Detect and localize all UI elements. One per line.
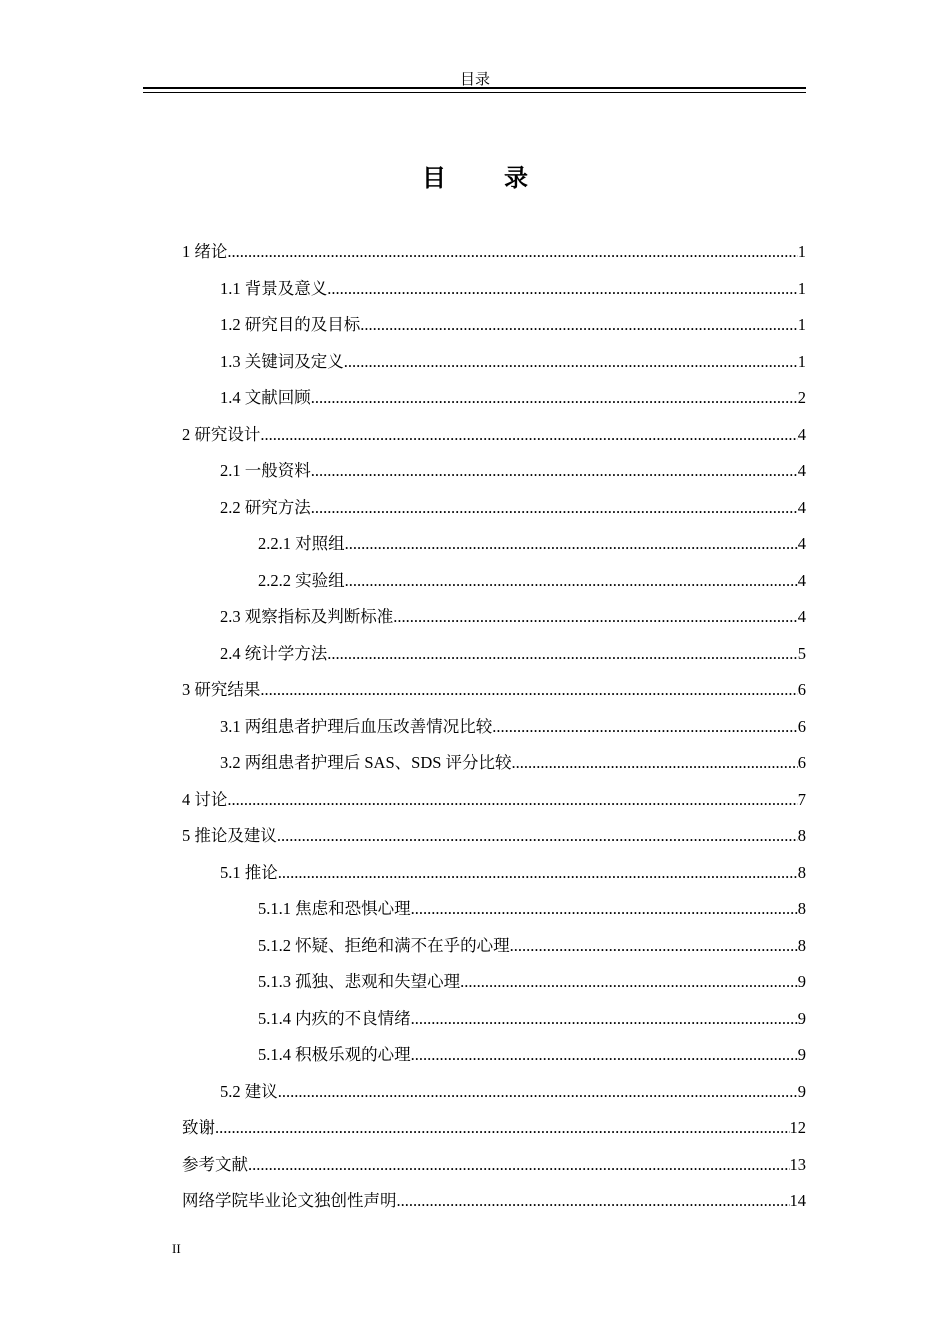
toc-entry-title: 5.1.2 怀疑、拒绝和满不在乎的心理 xyxy=(258,935,510,955)
toc-entry-page: 6 xyxy=(797,753,806,772)
toc-dot-leader xyxy=(345,563,798,600)
toc-entry-page: 5 xyxy=(797,643,806,663)
running-header: 目录 xyxy=(459,72,490,88)
toc-entry-page: 8 xyxy=(797,899,806,918)
toc-dot-leader xyxy=(248,1147,790,1184)
toc-entry[interactable] xyxy=(182,1147,806,1184)
toc-entry[interactable] xyxy=(182,636,806,673)
toc-entry-title: 1.1 背景及意义 xyxy=(220,278,328,298)
toc-entry[interactable] xyxy=(182,1037,806,1074)
toc-entry[interactable] xyxy=(182,563,806,600)
toc-dot-leader xyxy=(360,307,798,344)
toc-dot-leader xyxy=(260,672,797,709)
toc-dot-leader xyxy=(411,1001,798,1038)
toc-entry-page: 12 xyxy=(789,1118,806,1137)
header-rule-thick xyxy=(143,87,806,89)
toc-entry[interactable] xyxy=(182,672,806,709)
toc-entry[interactable] xyxy=(182,271,806,308)
toc-entry-page: 1 xyxy=(797,315,806,334)
toc-dot-leader xyxy=(345,526,798,563)
toc-entry[interactable] xyxy=(182,782,806,819)
toc-dot-leader xyxy=(397,1183,790,1220)
toc-entry-page: 4 xyxy=(797,424,806,444)
toc-dot-leader xyxy=(393,599,798,636)
toc-entry[interactable] xyxy=(182,490,806,527)
toc-entry-title: 5.1.4 内疚的不良情绪 xyxy=(258,1008,411,1028)
toc-entry-page: 9 xyxy=(797,1045,806,1064)
toc-entry-title: 2 研究设计 xyxy=(182,424,261,444)
toc-dot-leader xyxy=(260,417,797,454)
toc-entry[interactable] xyxy=(182,307,806,344)
toc-entry-title: 5.2 建议 xyxy=(220,1081,278,1101)
toc-dot-leader xyxy=(311,453,798,490)
toc-entry-title: 1.4 文献回顾 xyxy=(220,388,311,407)
toc-entry-page: 4 xyxy=(797,534,806,553)
toc-entry-page: 6 xyxy=(797,716,806,736)
toc-entry-title: 2.2 研究方法 xyxy=(220,497,311,517)
toc-dot-leader xyxy=(327,271,798,308)
toc-entry-page: 4 xyxy=(797,497,806,517)
toc-entry-title: 2.1 一般资料 xyxy=(220,461,311,480)
toc-dot-leader xyxy=(278,855,798,892)
toc-entry-title: 致谢 xyxy=(182,1118,215,1137)
toc-entry[interactable] xyxy=(182,1074,806,1111)
toc-entry[interactable] xyxy=(182,344,806,381)
toc-entry[interactable] xyxy=(182,818,806,855)
toc-dot-leader xyxy=(411,1037,798,1074)
toc-dot-leader xyxy=(227,782,797,819)
toc-entry-page: 1 xyxy=(797,351,806,371)
toc-dot-leader xyxy=(215,1110,790,1147)
toc-entry-title: 1.3 关键词及定义 xyxy=(220,351,344,371)
table-of-contents xyxy=(182,234,806,1220)
toc-entry-page: 1 xyxy=(797,278,806,298)
toc-entry[interactable] xyxy=(182,380,806,417)
toc-entry[interactable] xyxy=(182,709,806,746)
toc-entry[interactable] xyxy=(182,855,806,892)
toc-entry-page: 2 xyxy=(797,388,806,407)
toc-dot-leader xyxy=(460,964,798,1001)
header-rule-thin xyxy=(143,92,806,93)
toc-entry-page: 4 xyxy=(797,607,806,626)
toc-entry-title: 5.1.4 积极乐观的心理 xyxy=(258,1045,411,1064)
toc-dot-leader xyxy=(327,636,798,673)
toc-entry-title: 1 绪论 xyxy=(182,242,228,261)
toc-entry-page: 14 xyxy=(789,1191,806,1210)
toc-dot-leader xyxy=(512,745,798,782)
toc-dot-leader xyxy=(227,234,797,271)
toc-entry-title: 参考文献 xyxy=(182,1154,248,1174)
toc-entry-page: 4 xyxy=(797,461,806,480)
toc-entry-page: 13 xyxy=(789,1154,806,1174)
toc-entry-title: 3.2 两组患者护理后 SAS、SDS 评分比较 xyxy=(220,753,512,772)
toc-entry[interactable] xyxy=(182,599,806,636)
toc-entry-title: 5.1.3 孤独、悲观和失望心理 xyxy=(258,972,461,991)
toc-entry-title: 2.3 观察指标及判断标准 xyxy=(220,607,394,626)
toc-dot-leader xyxy=(344,344,798,381)
toc-entry[interactable] xyxy=(182,526,806,563)
toc-entry-title: 5.1.1 焦虑和恐惧心理 xyxy=(258,899,411,918)
toc-dot-leader xyxy=(277,818,798,855)
page-title: 目 录 xyxy=(422,166,554,192)
toc-dot-leader xyxy=(311,380,798,417)
toc-dot-leader xyxy=(311,490,798,527)
page-number: II xyxy=(172,1241,181,1256)
toc-entry-page: 6 xyxy=(797,680,806,699)
toc-entry[interactable] xyxy=(182,1110,806,1147)
toc-entry-title: 2.2.1 对照组 xyxy=(258,534,345,553)
toc-entry-page: 9 xyxy=(797,972,806,991)
toc-entry-title: 5.1 推论 xyxy=(220,862,278,882)
toc-dot-leader xyxy=(278,1074,798,1111)
toc-entry-title: 网络学院毕业论文独创性声明 xyxy=(182,1191,397,1210)
toc-entry-page: 7 xyxy=(797,789,806,809)
toc-entry[interactable] xyxy=(182,745,806,782)
toc-entry-title: 2.2.2 实验组 xyxy=(258,570,345,590)
toc-entry[interactable] xyxy=(182,1183,806,1220)
toc-entry-page: 8 xyxy=(797,826,806,845)
toc-entry[interactable] xyxy=(182,964,806,1001)
toc-entry[interactable] xyxy=(182,891,806,928)
toc-entry-page: 8 xyxy=(797,935,806,955)
toc-dot-leader xyxy=(492,709,798,746)
toc-entry-title: 5 推论及建议 xyxy=(182,826,277,845)
toc-dot-leader xyxy=(411,891,798,928)
toc-entry[interactable] xyxy=(182,417,806,454)
toc-entry-page: 4 xyxy=(797,570,806,590)
toc-entry[interactable] xyxy=(182,1001,806,1038)
toc-entry-title: 4 讨论 xyxy=(182,789,228,809)
toc-entry[interactable] xyxy=(182,453,806,490)
toc-entry[interactable] xyxy=(182,928,806,965)
toc-entry-title: 3 研究结果 xyxy=(182,680,261,699)
toc-dot-leader xyxy=(510,928,798,965)
toc-entry-title: 2.4 统计学方法 xyxy=(220,643,328,663)
toc-entry-page: 1 xyxy=(797,242,806,261)
toc-entry-title: 3.1 两组患者护理后血压改善情况比较 xyxy=(220,716,493,736)
toc-entry-page: 9 xyxy=(797,1008,806,1028)
toc-entry-page: 9 xyxy=(797,1081,806,1101)
toc-entry-page: 8 xyxy=(797,862,806,882)
toc-entry-title: 1.2 研究目的及目标 xyxy=(220,315,361,334)
toc-entry[interactable] xyxy=(182,234,806,271)
